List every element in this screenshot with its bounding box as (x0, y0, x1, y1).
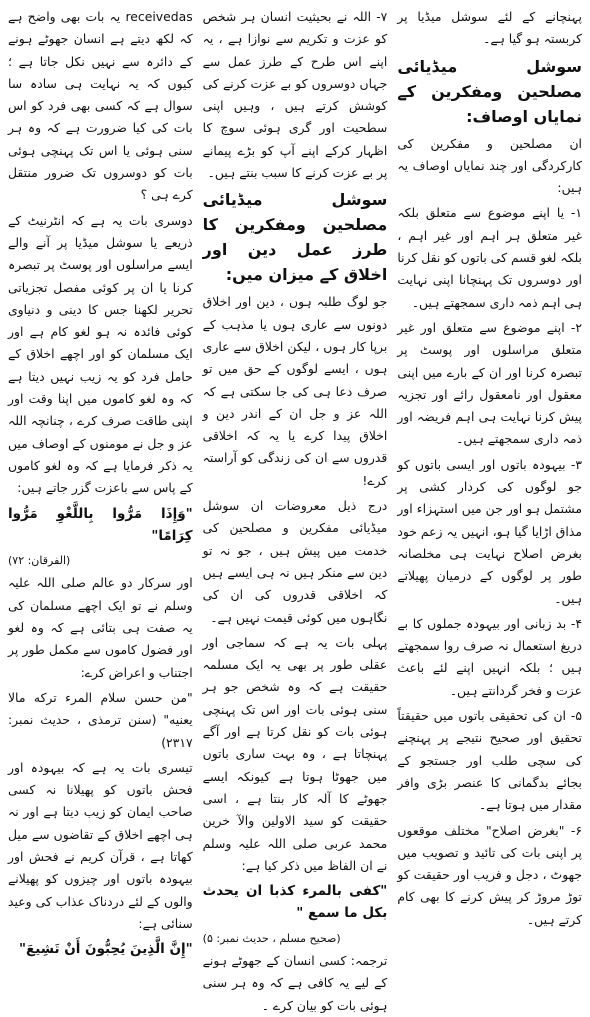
latin-word: receivedas (125, 9, 193, 24)
quran-verse-2: "إِنَّ الَّذِينَ يُحِبُّونَ أَنْ تَشِيعَ" (18, 941, 193, 958)
paragraph-top: پہنچانے کے لئے سوشل میڈیا پر کربستہ ہو گیا ہے۔ (397, 9, 582, 47)
paragraph-b: دوسری بات یہ ہے کہ انٹرنیٹ کے ذریعے یا سوشل میڈیا پر آنے والے ایسے مراسلوں اور پوسٹ پر تبصرہ کرنا یا ان پر کوئی مفصل تجزیاتی تحریر لکھنا جس کا دینی و دنیاوی کوئی فائدہ نہ ہو لغو کام ہے اور ایک مسلمان کو اور اچھے اخلاق کے حامل فرد کو یہ زیب نہیں دیتا ہے کہ وہ لغو کاموں میں اپنا وقت اور اپنی طاقت صرف کرے ، چنانچہ اللہ عز و جل نے مومنوں کے اوصاف میں یہ ذکر فرمایا ہے کہ وہ لغو کاموں کے پاس سے باعزت گزر جاتے ہیں: (7, 212, 193, 496)
trait-3: ۳- بیہودہ باتوں اور ایسی باتوں کو جو لوگوں کی کردار کشی پر مشتمل ہو اور جن میں استہزاء اور مذاق اڑایا گیا ہو، انہیں یہ زعم خود بغرض اصلاح نہایت ہی مخلصانہ طور پر لوگوں کے درمیان پھیلاتے ہیں۔ (397, 456, 582, 606)
paragraph-a (8, 6, 193, 207)
paragraph-c: اور سرکار دو عالم صلی اللہ علیہ وسلم نے تو ایک اچھے مسلمان کی یہ صفت ہی بتائی ہے کہ وہ لغو اور فضول کاموں سے مکمل طور پر اجتناب و اعراض کرے: (7, 575, 193, 680)
trait-2: ۲- اپنے موضوع سے متعلق اور غیر متعلق مراسلوں اور پوسٹ پر تبصرہ کرنا اور ان کے بارے میں اپنی معقول اور نامعقول رائے اور تجزیہ پیش کرنا نہایت ہی اہم فریضہ اور ذمہ داری سمجھتے ہیں۔ (397, 319, 582, 447)
trait-7: ۷- اللہ نے بحیثیت انسان ہر شخص کو عزت و تکریم سے نوازا ہے ، یہ اپنے اس طرح کے طرز عمل سے جہاں دوسروں کو بے عزت کرنے کی کوشش کرتے ہیں ، وہیں اپنی سطحیت اور گری ہوئی سوچ کا اظہار کرکے اپنے آپ کو بڑے پیمانے پر بے عزت کرنے کا سبب بنتے ہیں۔ (202, 9, 388, 181)
column-right (397, 6, 582, 927)
paragraph-translation: ترجمہ: کسی انسان کے جھوٹے ہونے کے لیے یہ کافی ہے کہ وہ ہر سنی ہوئی بات کو بیان کرے ۔ (202, 952, 388, 1013)
trait-6: ۶- "بغرض اصلاح" مختلف موقعوں پر اپنی بات کی تائید و تصویب میں جھوٹ ، دجل و فریب اور حقیقت کو توڑ مروڑ کر پیش کرنے کا بھی کام کرتے ہیں۔ (397, 822, 582, 927)
paragraph-b: درج ذیل معروضات ان سوشل میڈیائی مفکرین و مصلحین کی خدمت میں پیش ہیں ، جو نہ تو دین سے منکر ہیں نہ ہی ایسے ہیں کہ اخلاقی قدروں کی ان کی نگاہوں میں کوئی قیمت نہیں ہے۔ (202, 498, 388, 625)
paragraph-d: تیسری بات یہ ہے کہ بیہودہ اور فحش باتوں کو پھیلانا نہ کسی صاحب ایمان کو زیب دیتا ہے اور نہ ہی اچھے اخلاق کے تقاضوں سے میل کھاتا ہے ، قرآن کریم نے فحش اور بیہودہ باتوں اور چیزوں کو پھیلانے والوں کے لئے دردناک عذاب کی وعید سنائی ہے: (7, 759, 193, 931)
section-heading-traits: سوشل میڈیائی مصلحین ومفکرین کے نمایاں اوصاف: (397, 56, 582, 126)
paragraph-a: جو لوگ طلبہ ہوں ، دین اور اخلاق دونوں سے عاری ہوں یا مذہب کے برپا کار ہوں ، لیکن اخلاق سے عاری ہوں ، ایسے لوگوں کے حق میں تو صرف دعا ہی کی جا سکتی ہے کہ اللہ عز و جل ان کے اندر دین و اخلاق پیدا کرے یا یہ کہ اخلاقی قدروں سے ان کی زندگی کو آراستہ کرے! (202, 294, 388, 488)
paragraph-a-text: یہ بات بھی واضح ہے کہ لکھ دیتے ہے انسان جھوٹے ہونے کے دائرہ سے نہیں نکل جاتا ہے ؛ کیوں کہ یہ نہایت ہی سادہ سا سوال ہے کہ کسی بھی فرد کو اس بات کی کیا ضرورت ہے کہ وہ ہر سنی ہوئی یا اس تک پہنچی ہوئی بات کو دوسروں تک ضرور منتقل کرے ہی ؟ (7, 9, 193, 203)
paragraph-c: پہلی بات یہ ہے کہ سماجی اور عقلی طور پر بھی یہ ایک مسلمہ حقیقت ہے کہ وہ شخص جو ہر سنی ہوئی بات اور اس تک پہنچی ہوئی بات کو نقل کرتا ہے اور آگے پہنچاتا ہے ، وہ بہت ساری باتوں میں جھوٹا ہوتا ہے کیونکہ ایسے جھوٹے کا آلہ کار بنتا ہے ، اسی حقیقت کو سید الاولین والآ خرین محمد عربی صلی اللہ علیہ وسلم نے ان الفاظ میں ذکر کیا ہے: (202, 634, 388, 873)
paragraph-intro: ان مصلحین و مفکرین کی کارکردگی اور چند نمایاں اوصاف یہ ہیں: (397, 135, 582, 196)
trait-5: ۵- ان کی تحقیقی باتوں میں حقیقتاً تحقیق اور صحیح نتیجے پر پہنچنے کی سچی طلب اور جستجو کے بجائے بدگمانی کا عنصر بڑی وافر مقدار میں ہوتا ہے۔ (397, 708, 582, 813)
verse-citation: (الفرقان: ۷۲) (7, 554, 71, 568)
trait-1: ۱- یا اپنے موضوع سے متعلق بلکہ غیر متعلق ہر اہم اور غیر اہم ، بلکہ لغو قسم کی باتوں کو نقل کرنا اور دوسروں تک پہنچانا اپنی نہایت ہی اہم ذمہ داری سمجھتے ہیں۔ (397, 205, 582, 310)
column-middle (202, 6, 388, 1013)
hadith-citation: (صحیح مسلم ، حدیث نمبر: ۵) (202, 931, 341, 945)
section-heading-conduct: سوشل میڈیائی مصلحین ومفکرین کا طرز عمل دین اور اخلاق کے میزان میں: (202, 190, 388, 285)
trait-4: ۴- بد زبانی اور بیہودہ جملوں کا بے دریغ استعمال نہ صرف روا سمجھتے ہیں ؛ بلکہ انہیں اپنے لئے باعث عزت و فخر گردانتے ہیں۔ (397, 615, 582, 698)
quran-verse: "وَإِذَا مَرُّوا بِاللَّغْوِ مَرُّوا كِرَامًا" (7, 505, 193, 544)
hadith-quote: "من حسن سلام المرء تركه مالا يعنيه" (سنن ترمذی ، حدیث نمبر: ۲۳۱۷) (7, 689, 193, 750)
hadith-arabic: "کفی بالمرء کذبا ان یحدث بکل ما سمع " (202, 883, 388, 922)
column-left (7, 6, 193, 958)
